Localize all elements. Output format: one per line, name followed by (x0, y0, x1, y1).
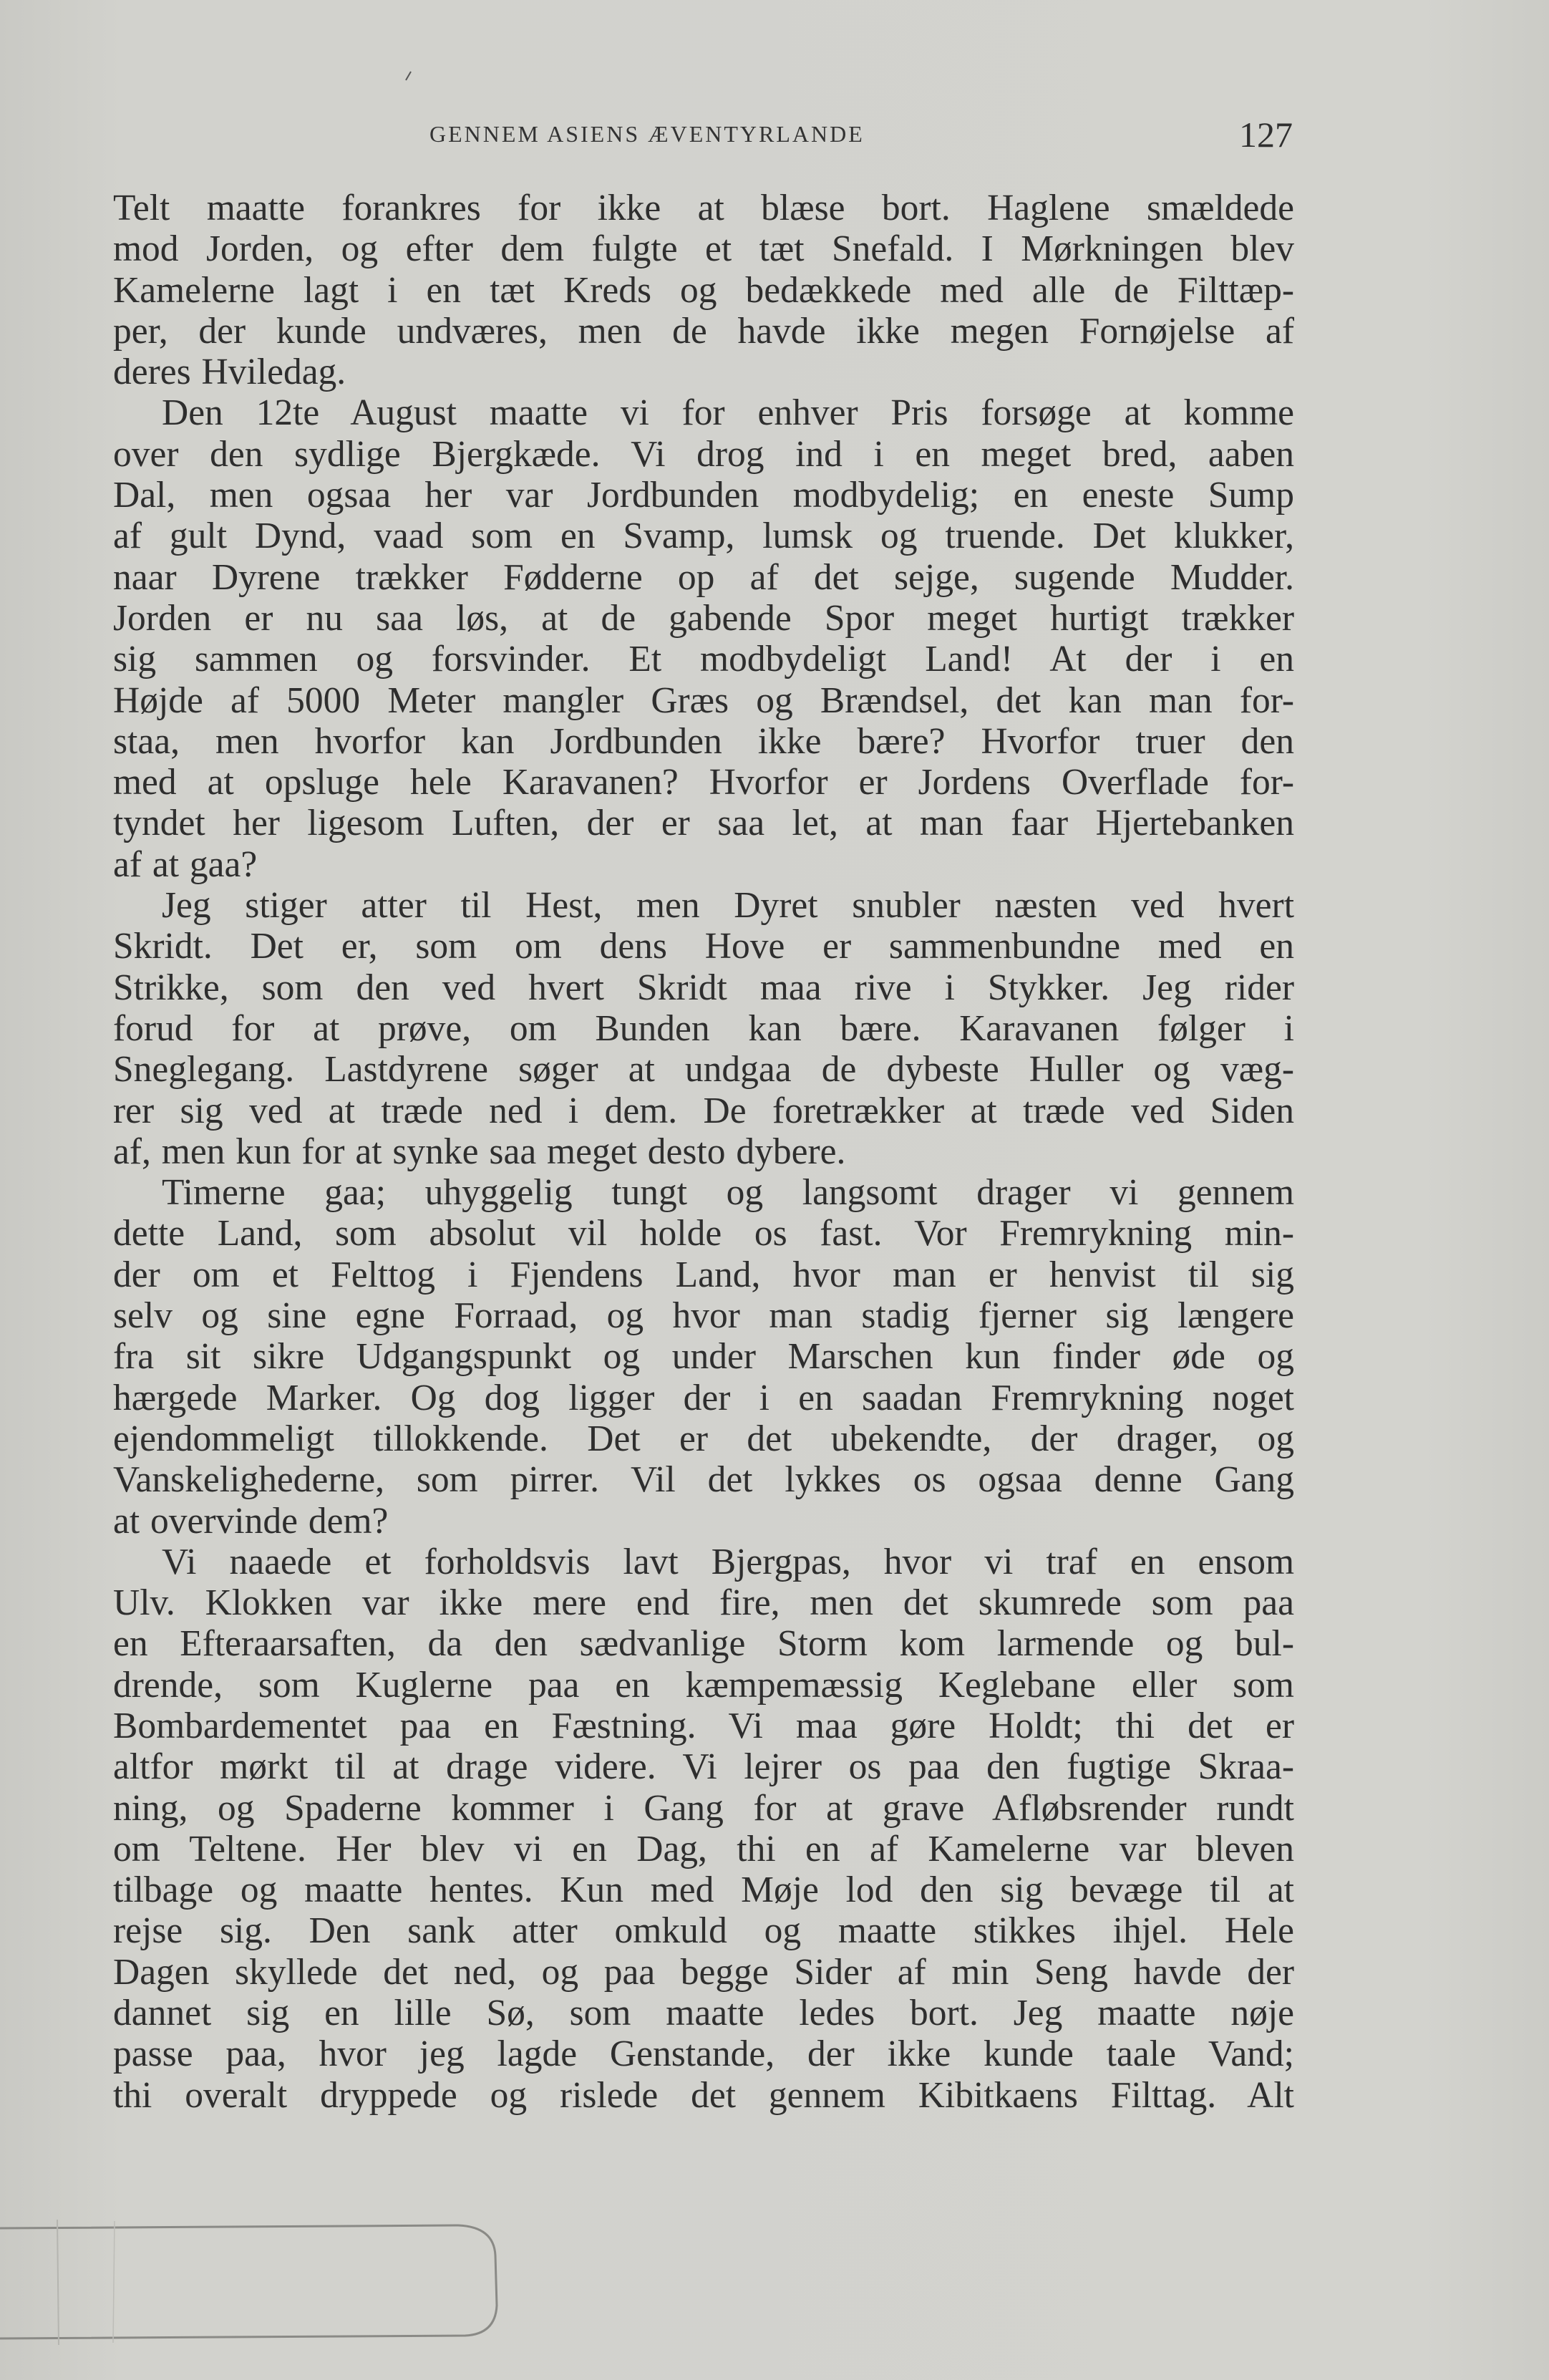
text-line: staa, men hvorfor kan Jordbunden ikke bære? Hvorfor truer den (113, 720, 1294, 762)
text-line: en Efteraarsaften, da den sædvanlige Storm kom larmende og bul- (113, 1623, 1294, 1665)
pencil-bracket-icon (0, 2212, 515, 2348)
paper-speck (404, 70, 413, 82)
pencil-bracket-mark (0, 2212, 515, 2348)
text-line: Dagen skyllede det ned, og paa begge Sider af min Seng havde der (113, 1951, 1294, 1993)
text-line: dette Land, som absolut vil holde os fast. Vor Fremrykning min- (113, 1213, 1294, 1254)
text-line: drende, som Kuglerne paa en kæmpemæssig Keglebane eller som (113, 1664, 1294, 1706)
paper-speck-icon (404, 70, 413, 82)
text-line: Skridt. Det er, som om dens Hove er sammenbundne med en (113, 926, 1294, 967)
text-line: passe paa, hvor jeg lagde Genstande, der ikke kunde taale Vand; (113, 2033, 1294, 2075)
text-line: Bombardementet paa en Fæstning. Vi maa gøre Holdt; thi det er (113, 1705, 1294, 1746)
text-line: Sneglegang. Lastdyrene søger at undgaa de dybeste Huller og væg- (113, 1049, 1294, 1090)
page-header (0, 115, 1549, 161)
running-title: GENNEM ASIENS ÆVENTYRLANDE (429, 121, 865, 147)
text-line: Jeg stiger atter til Hest, men Dyret snubler næsten ved hvert (162, 885, 1294, 927)
text-line: sig sammen og forsvinder. Et modbydeligt Land! At der i en (113, 639, 1294, 680)
text-line: Højde af 5000 Meter mangler Græs og Brændsel, det kan man for- (113, 679, 1294, 721)
text-line: forud for at prøve, om Bunden kan bære. Karavanen følger i (113, 1007, 1294, 1049)
text-line: Strikke, som den ved hvert Skridt maa rive i Stykker. Jeg rider (113, 967, 1294, 1008)
text-line: af, men kun for at synke saa meget desto dybere. (113, 1131, 846, 1172)
text-line: Vi naaede et forholdsvis lavt Bjergpas, hvor vi traf en ensom (162, 1541, 1294, 1582)
text-line: der om et Felttog i Fjendens Land, hvor man er henvist til sig (113, 1254, 1294, 1295)
text-line: tyndet her ligesom Luften, der er saa let, at man faar Hjertebanken (113, 803, 1294, 844)
text-line: deres Hviledag. (113, 352, 346, 393)
page-number: 127 (1239, 115, 1293, 155)
body-text (113, 188, 1294, 2116)
text-line: Dal, men ogsaa her var Jordbunden modbydelig; en eneste Sump (113, 475, 1294, 516)
text-line: altfor mørkt til at drage videre. Vi lejrer os paa den fugtige Skraa- (113, 1746, 1294, 1788)
text-line: over den sydlige Bjergkæde. Vi drog ind i en meget bred, aaben (113, 433, 1294, 475)
text-line: Telt maatte forankres for ikke at blæse bort. Haglene smældede (113, 188, 1294, 228)
text-line: hærgede Marker. Og dog ligger der i en saadan Fremrykning noget (113, 1377, 1294, 1418)
text-line: fra sit sikre Udgangspunkt og under Marschen kun finder øde og (113, 1336, 1294, 1378)
text-line: om Teltene. Her blev vi en Dag, thi en af Kamelerne var bleven (113, 1828, 1294, 1869)
text-line: thi overalt dryppede og rislede det gennem Kibitkaens Filttag. Alt (113, 2074, 1294, 2116)
text-line: per, der kunde undværes, men de havde ikke megen Fornøjelse af (113, 310, 1294, 352)
text-line: ejendommeligt tillokkende. Det er det ubekendte, der drager, og (113, 1418, 1294, 1459)
text-line: af at gaa? (113, 843, 258, 885)
text-line: dannet sig en lille Sø, som maatte ledes bort. Jeg maatte nøje (113, 1993, 1294, 2034)
text-line: Kamelerne lagt i en tæt Kreds og bedækkede med alle de Filttæp- (113, 269, 1294, 311)
text-line: rejse sig. Den sank atter omkuld og maatte stikkes ihjel. Hele (113, 1910, 1294, 1952)
text-line: Jorden er nu saa løs, at de gabende Spor meget hurtigt trækker (113, 597, 1294, 639)
text-line: Timerne gaa; uhyggelig tungt og langsomt drager vi gennem (162, 1172, 1294, 1214)
text-line: ning, og Spaderne kommer i Gang for at grave Afløbsrender rundt (113, 1787, 1294, 1829)
text-line: Ulv. Klokken var ikke mere end fire, men det skumrede som paa (113, 1582, 1294, 1624)
text-line: tilbage og maatte hentes. Kun med Møje lod den sig bevæge til at (113, 1869, 1294, 1911)
text-line: af gult Dynd, vaad som en Svamp, lumsk og truende. Det klukker, (113, 516, 1294, 557)
text-line: mod Jorden, og efter dem fulgte et tæt Snefald. I Mørkningen blev (113, 228, 1294, 270)
text-line: at overvinde dem? (113, 1500, 389, 1542)
text-line: selv og sine egne Forraad, og hvor man stadig fjerner sig længere (113, 1295, 1294, 1337)
text-line: rer sig ved at træde ned i dem. De foretrækker at træde ved Siden (113, 1090, 1294, 1131)
text-line: Vanskelighederne, som pirrer. Vil det lykkes os ogsaa denne Gang (113, 1459, 1294, 1501)
text-line: Den 12te August maatte vi for enhver Pris forsøge at komme (162, 392, 1294, 434)
text-line: naar Dyrene trækker Fødderne op af det sejge, sugende Mudder. (113, 556, 1294, 598)
text-line: med at opsluge hele Karavanen? Hvorfor er Jordens Overflade for- (113, 762, 1294, 803)
